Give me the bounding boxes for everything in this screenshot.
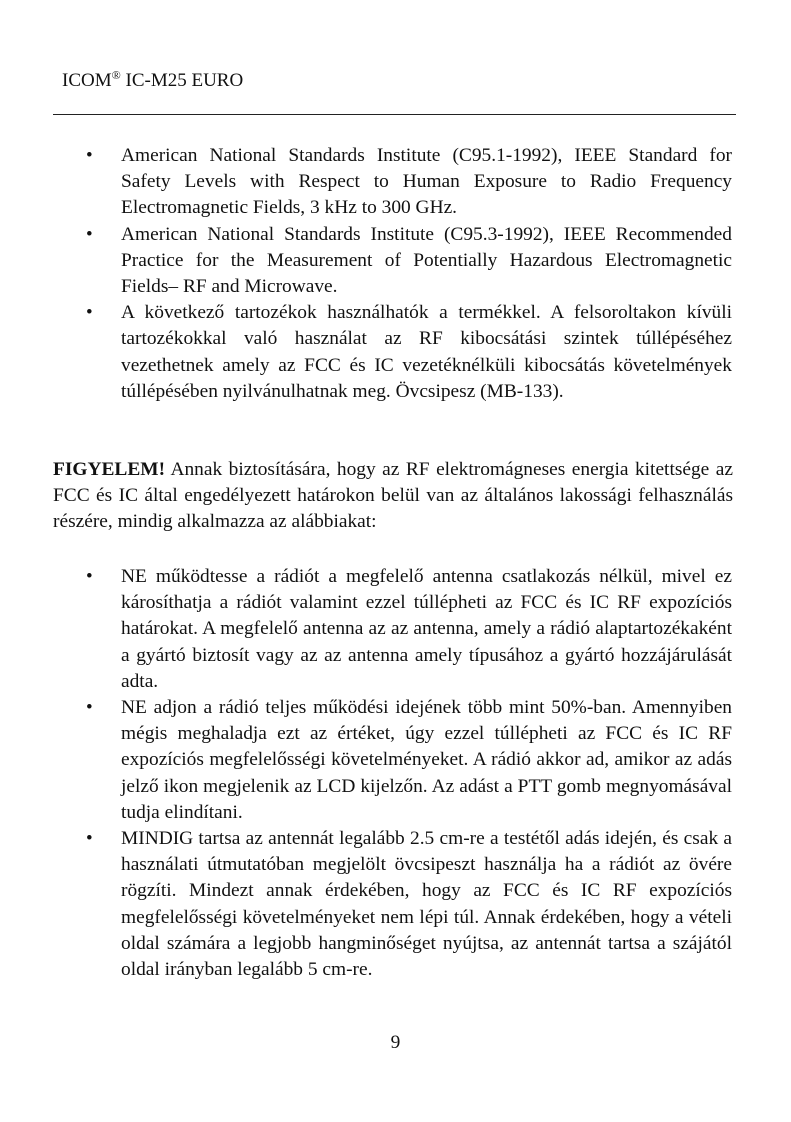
list-item-text: A következő tartozékok használhatók a termékkel. A felsoroltakon kívüli tartozékokkal való használat az RF kibocsátási szintek túllépéséhez vezethetnek amely az FCC és IC vezetéknélküli kibocsátás követelmények túllépésében nyilvánulhatnak meg. Övcsipesz (MB-133). (121, 302, 732, 402)
list-item-text: American National Standards Institute (C95.3-1992), IEEE Recommended Practice for the Measurement of Potentially Hazardous Electromagnetic Fields– RF and Microwave. (121, 223, 732, 298)
list-item-text: NE adjon a rádió teljes működési idejének több mint 50%-ban. Amennyiben mégis meghaladja ezt az értéket, úgy ezzel túllépheti az FCC és IC RF expozíciós megfelelősségi követelményeket. A rádió akkor ad, amikor az adás jelző ikon megjelenik az LCD kijelzőn. Az adást a PTT gomb megnyomásával tudja elindítani. (121, 697, 732, 823)
rf-safety-list (0, 564, 791, 983)
page-number: 9 (390, 1032, 401, 1053)
list-item-text: MINDIG tartsa az antennát legalább 2.5 cm-re a testétől adás idején, és csak a használati útmutatóban megjelölt övcsipeszt használja ha a rádiót az övére rögzíti. Mindezt annak érdekében, hogy az FCC és IC RF expozíciós megfelelősségi követelményeket nem lépi túl. Annak érdekében, hogy a vételi oldal számára a legjobb hangminőséget nyújtsa, az antennát tartsa a szájától oldal irányban legalább 5 cm-re. (121, 828, 732, 981)
bullet-icon: • (86, 302, 93, 324)
list-item (0, 222, 791, 301)
registered-mark: ® (111, 68, 121, 82)
list-item (0, 143, 791, 222)
list-item (0, 300, 791, 405)
warning-paragraph (53, 457, 733, 536)
bullet-icon: • (86, 145, 93, 166)
standards-list (0, 143, 791, 405)
bullet-icon: • (86, 566, 93, 587)
list-item-text: NE működtesse a rádiót a megfelelő antenna csatlakozás nélkül, mivel ez károsíthatja a rádiót valamint ezzel túllépheti az FCC és IC RF expozíciós határokat. A megfelelő antenna az az antenna, amely a rádió alaptartozékaként a gyártó biztosít vagy az az antenna amely típusához a gyártó hozzájárulását adta. (121, 566, 732, 692)
header-divider (53, 114, 736, 115)
page-header (62, 68, 243, 94)
header-model: IC-M25 EURO (125, 70, 244, 91)
list-item (0, 826, 791, 983)
list-item (0, 695, 791, 826)
bullet-icon: • (86, 828, 93, 850)
header-brand: ICOM (62, 70, 112, 91)
list-item-text: American National Standards Institute (C95.1-1992), IEEE Standard for Safety Levels with Respect to Human Exposure to Radio Frequency Electromagnetic Fields, 3 kHz to 300 GHz. (121, 145, 732, 219)
bullet-icon: • (86, 697, 93, 719)
list-item (0, 564, 791, 695)
bullet-icon: • (86, 223, 93, 245)
warning-label: FIGYELEM! (53, 459, 166, 480)
warning-text: Annak biztosítására, hogy az RF elektromágneses energia kitettsége az FCC és IC által engedélyezett határokon belül van az általános lakossági felhasználás részére, mindig alkalmazza az alábbiakat: (53, 459, 733, 533)
